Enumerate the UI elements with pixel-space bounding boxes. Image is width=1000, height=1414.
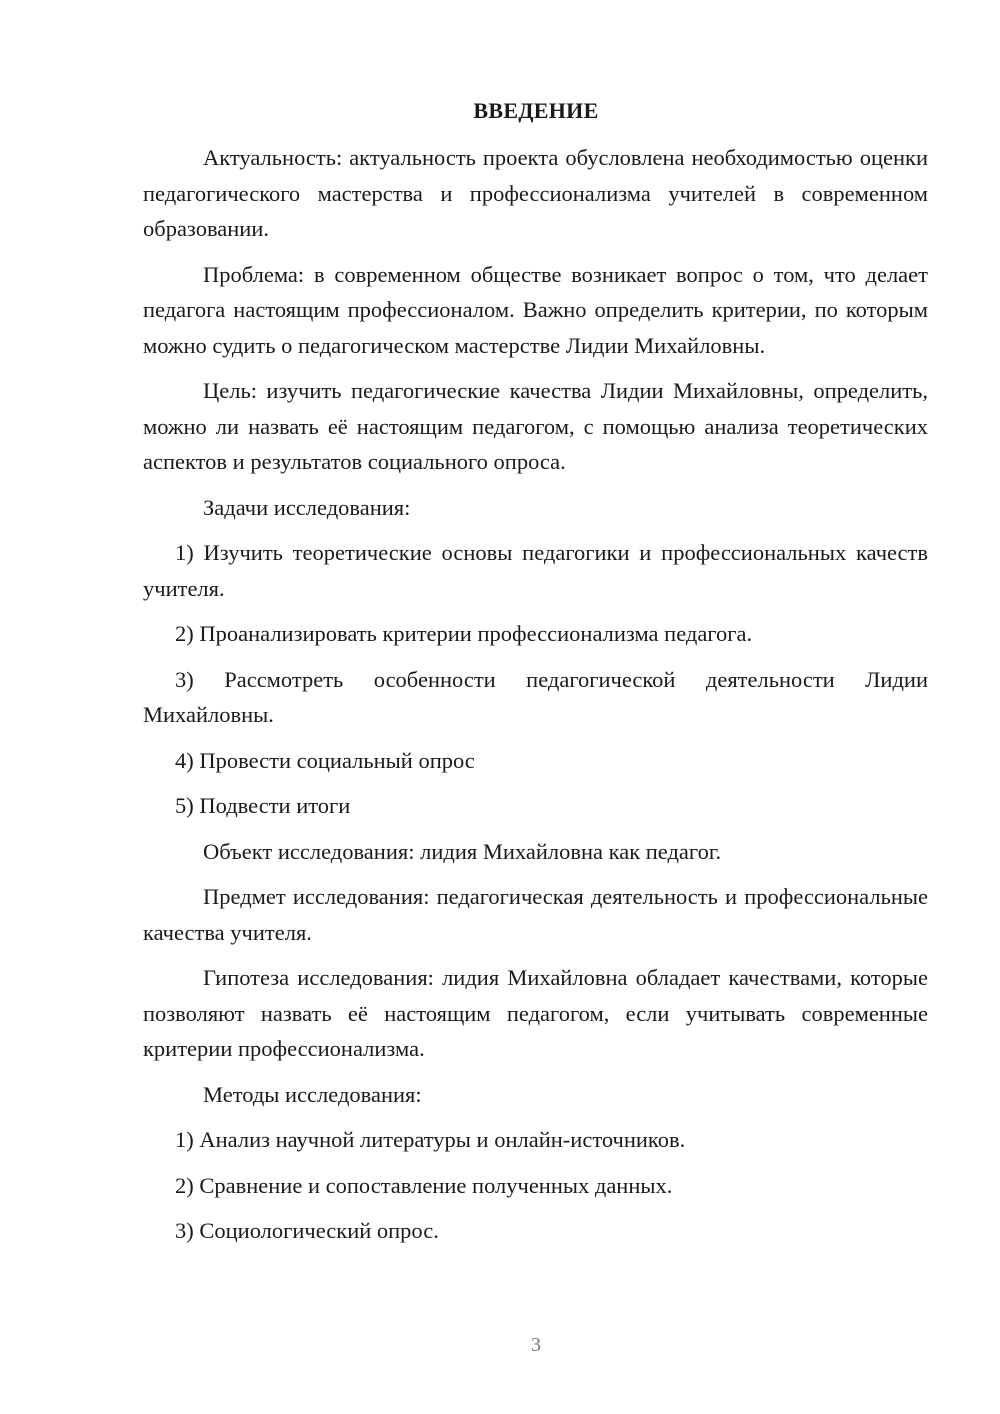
task-item-4: 4) Провести социальный опрос <box>175 747 475 773</box>
paragraph-object: Объект исследования: лидия Михайловна как педагог. <box>203 838 722 864</box>
page-number: 3 <box>531 1334 541 1356</box>
paragraph-goal: Цель: изучить педагогические качества Лидии Михайловны, определить, можно ли назвать её настоящим педагогом, с помощью анализа теоретических аспектов и результатов социального опроса. <box>143 378 928 474</box>
paragraph-hypothesis: Гипотеза исследования: лидия Михайловна обладает качествами, которые позволяют назвать её настоящим педагогом, если учитывать современные критерии профессионализма. <box>143 965 928 1061</box>
task-item-5: 5) Подвести итоги <box>175 793 351 818</box>
body-text <box>143 140 928 1259</box>
task-item-3: 3) Рассмотреть особенности педагогической деятельности Лидии Михайловны. <box>143 666 928 727</box>
paragraph-relevance: Актуальность: актуальность проекта обусловлена необходимостью оценки педагогического мастерства и профессионализма учителей в современном образовании. <box>143 145 928 241</box>
paragraph-subject: Предмет исследования: педагогическая деятельность и профессиональные качества учителя. <box>143 884 928 945</box>
method-item-1: 1) Анализ научной литературы и онлайн-источников. <box>175 1127 686 1152</box>
section-title: ВВЕДЕНИЕ <box>473 98 599 123</box>
paragraph-methods-heading: Методы исследования: <box>203 1081 422 1107</box>
task-item-2: 2) Проанализировать критерии профессионализма педагога. <box>175 621 753 646</box>
method-item-3: 3) Социологический опрос. <box>175 1218 439 1243</box>
task-item-1: 1) Изучить теоретические основы педагогики и профессиональных качеств учителя. <box>143 540 928 601</box>
method-item-2: 2) Сравнение и сопоставление полученных данных. <box>175 1172 673 1198</box>
paragraph-tasks-heading: Задачи исследования: <box>203 494 411 520</box>
paragraph-problem: Проблема: в современном обществе возникает вопрос о том, что делает педагога настоящим профессионалом. Важно определить критерии, по которым можно судить о педагогическом мастерстве Лидии Михайловны. <box>143 261 928 358</box>
